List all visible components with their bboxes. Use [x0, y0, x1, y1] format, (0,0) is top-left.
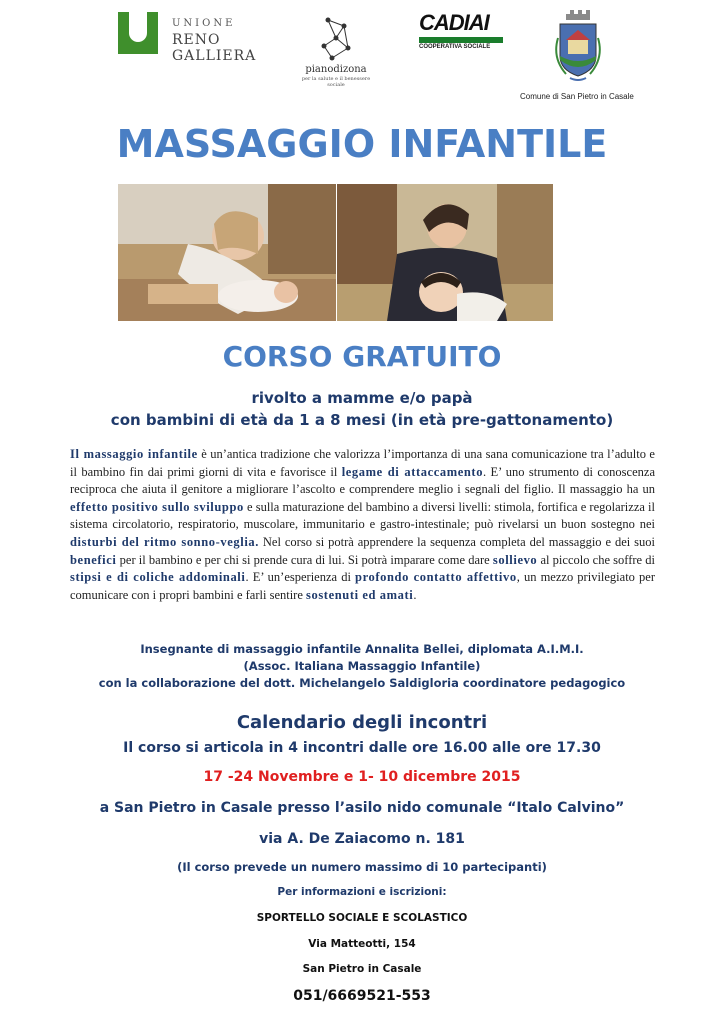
description-paragraph [70, 446, 655, 604]
audience-line-2: con bambini di età da 1 a 8 mesi (in età pre-gattonamento) [110, 411, 614, 429]
teacher-line-1: Insegnante di massaggio infantile Annalita Bellei, diplomata A.I.M.I. [140, 642, 584, 656]
teacher-block [0, 641, 724, 692]
calendar-place: a San Pietro in Casale presso l’asilo nido comunale “Italo Calvino” [99, 800, 625, 816]
body-text-segment: al piccolo che soffre di [537, 552, 655, 567]
highlight-stipsi: stipsi e di coliche addominali [70, 570, 246, 585]
cadiai-logo-line2: COOPERATIVA SOCIALE [419, 44, 491, 50]
info-street: Via Matteotti, 154 [308, 938, 416, 950]
body-text-segment: Nel corso si potrà apprendere la sequenza completa del massaggio e dei suoi [258, 534, 655, 549]
teacher-line-3: con la collaborazione del dott. Michelangelo Saldigloria coordinatore pedagogico [98, 676, 626, 690]
audience-block [0, 387, 724, 431]
cadiai-logo-line1: CADIAI [419, 10, 489, 35]
highlight-sostenuti: sostenuti ed amati [306, 587, 414, 602]
calendar-max-participants: (Il corso prevede un numero massimo di 10 partecipanti) [177, 860, 547, 874]
highlight-benefici: benefici [70, 552, 117, 567]
calendar-dates: 17 -24 Novembre e 1- 10 dicembre 2015 [203, 769, 521, 785]
reno-galliera-mark-icon [118, 12, 158, 54]
info-office: SPORTELLO SOCIALE E SCOLASTICO [256, 912, 468, 924]
highlight-contatto: profondo contatto affettivo [355, 570, 517, 585]
page-title: MASSAGGIO INFANTILE [116, 122, 608, 166]
piano-logo-line1: pianodizona [305, 64, 367, 75]
audience-line-1: rivolto a mamme e/o papà [251, 389, 473, 407]
body-text-segment: e sulla maturazione del bambino a diversi livelli: stimola, fortifica e regolarizza il sistema circolatorio, respiratorio, muscolare, immunitario e gastro-intestinale; può rivelarsi un buon sostegno nei [70, 499, 656, 532]
phone-number: 051/6669521-553 [293, 988, 431, 1004]
reno-logo-line2: RENO GALLIERA [172, 32, 257, 64]
cadiai-logo [419, 10, 503, 56]
highlight-legame: legame di attaccamento [341, 464, 484, 479]
unione-reno-galliera-logo [118, 12, 258, 64]
highlight-sollievo: sollievo [492, 552, 538, 567]
calendar-street: via A. De Zaiacomo n. 181 [259, 831, 465, 847]
calendar-schedule: Il corso si articola in 4 incontri dalle ore 16.00 alle ore 17.30 [123, 740, 601, 756]
cadiai-green-bar [419, 37, 503, 43]
logo-bar [0, 8, 724, 92]
body-text-segment: per il bambino e per chi si prende cura di lui. Si potrà imparare come dare [116, 552, 493, 567]
body-text-segment: . [413, 587, 417, 602]
info-label: Per informazioni e iscrizioni: [277, 886, 447, 898]
teacher-line-2: (Assoc. Italiana Massaggio Infantile) [243, 659, 481, 673]
piano-di-zona-logo [296, 16, 376, 96]
photo-mother-holding-baby [337, 184, 553, 321]
course-subtitle: CORSO GRATUITO [222, 340, 502, 373]
piano-logo-line2: per la salute e il benessere sociale [301, 76, 371, 88]
highlight-disturbi: disturbi del ritmo sonno-veglia. [70, 534, 259, 549]
reno-logo-line1: UNIONE [172, 18, 236, 29]
municipal-crest-icon [552, 8, 604, 84]
body-text-segment: . E’ uno strumento di conoscenza reciproca che aiuta il genitore a migliorare l’ascolto e comprendere meglio i segnali del figlio. Il massaggio ha un [70, 464, 655, 497]
body-text-segment: . E’ un’esperienza di [245, 570, 356, 585]
body-text-segment: , un mezzo privilegiato per comunicare con i propri bambini e farli sentire [70, 570, 656, 602]
municipality-label: Comune di San Pietro in Casale [520, 92, 634, 101]
photo-mother-massaging-baby [118, 184, 336, 321]
info-city: San Pietro in Casale [302, 963, 422, 975]
highlight-massaggio-infantile: Il massaggio infantile [70, 447, 198, 461]
calendar-title: Calendario degli incontri [236, 712, 488, 733]
network-nodes-icon [318, 16, 354, 62]
body-text-segment: è un’antica tradizione che valorizza l’importanza di una sana comunicazione tra l’adulto e il bambino fin dai primi giorni di vita e favorisce il [70, 447, 655, 479]
highlight-effetto-positivo: effetto positivo sullo sviluppo [70, 499, 244, 514]
